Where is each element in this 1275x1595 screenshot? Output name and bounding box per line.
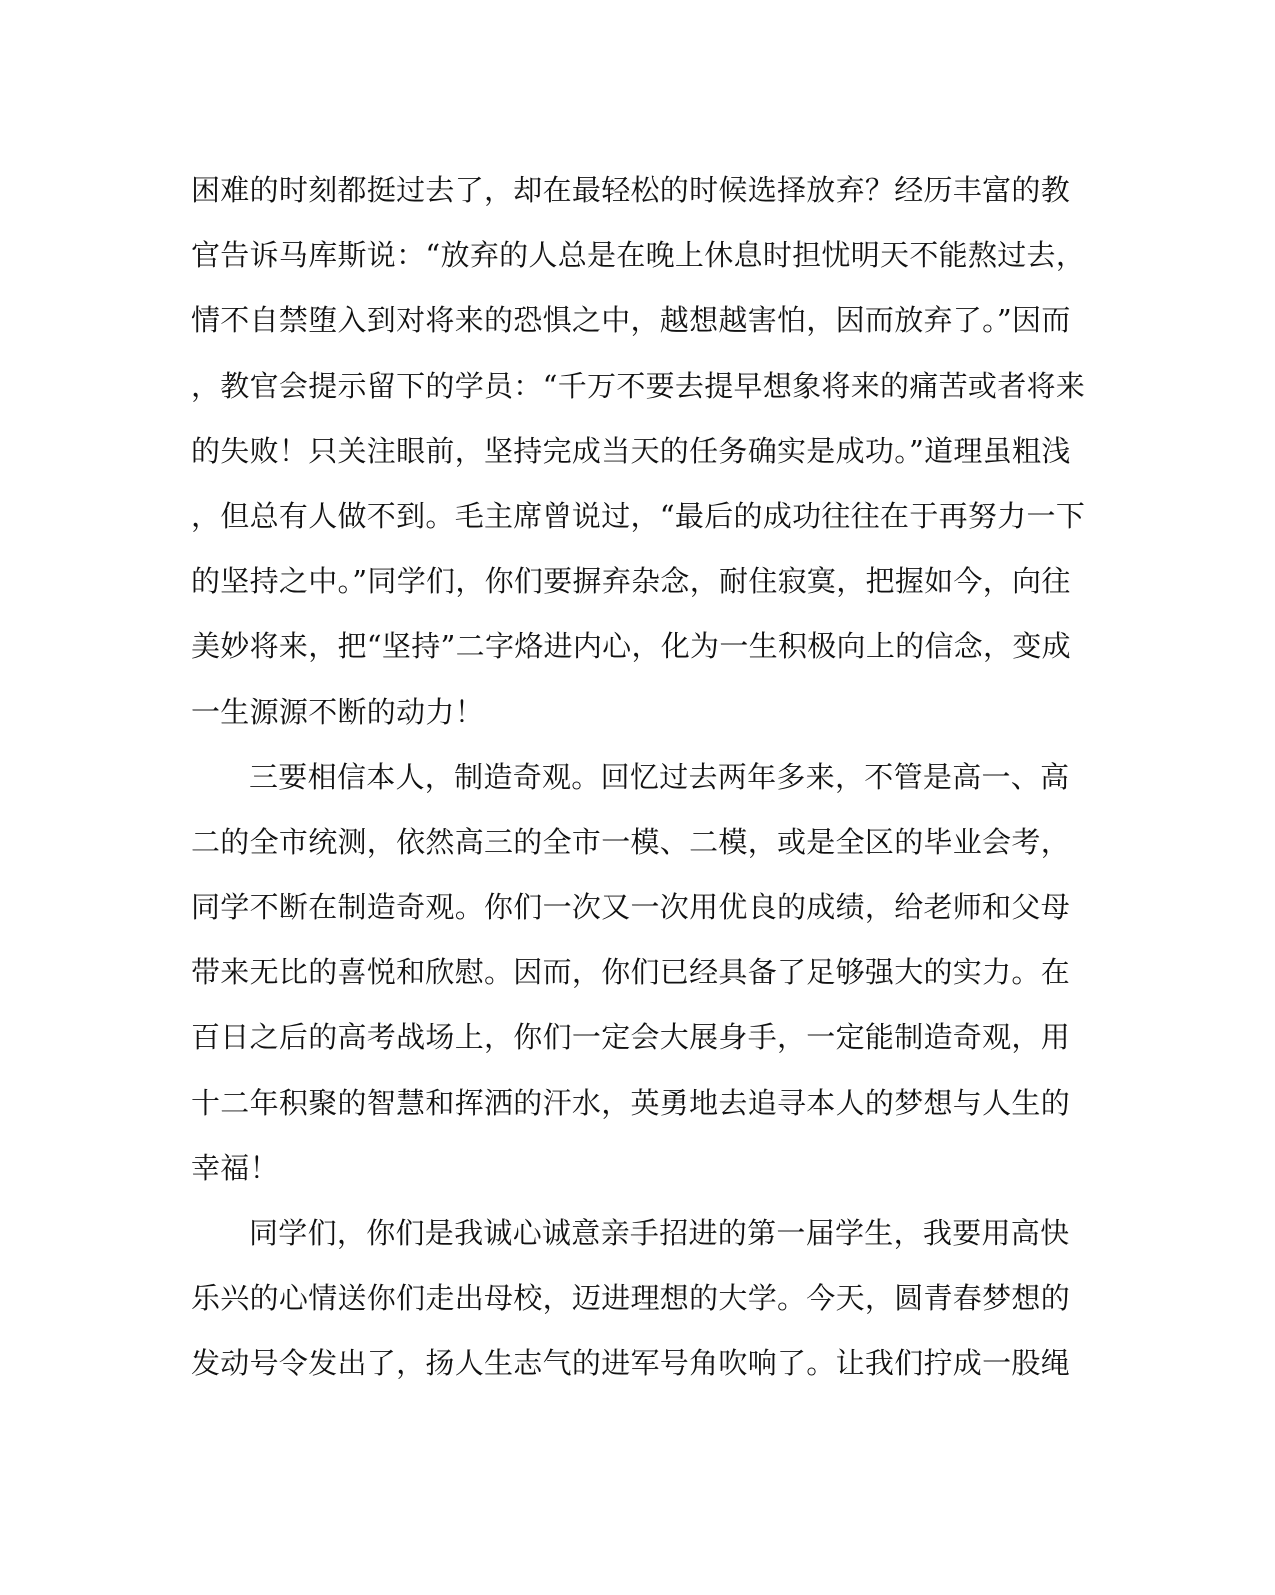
text-line: 乐兴的心情送你们走出母校，迈进理想的大学。今天，圆青春梦想的	[191, 1281, 1071, 1316]
text-line: 幸福！	[191, 1150, 279, 1185]
text-line: 官告诉马库斯说：“放弃的人总是在晚上休息时担忧明天不能熬过去，	[191, 238, 1086, 273]
text-line: 困难的时刻都挺过去了，却在最轻松的时候选择放弃？经历丰富的教	[191, 173, 1071, 207]
text-line: 同学不断在制造奇观。你们一次又一次用优良的成绩，给老师和父母	[191, 890, 1071, 925]
text-line: 二的全市统测，依然高三的全市一模、二模，或是全区的毕业会考，	[191, 824, 1071, 859]
text-line: 一生源源不断的动力！	[191, 694, 485, 729]
text-line: 情不自禁堕入到对将来的恐惧之中，越想越害怕，因而放弃了。”因而	[191, 303, 1071, 338]
text-line: ，教官会提示留下的学员：“千万不要去提早想象将来的痛苦或者将来	[191, 368, 1086, 403]
text-line: ，但总有人做不到。毛主席曾说过，“最后的成功往往在于再努力一下	[191, 498, 1086, 533]
text-line: 百日之后的高考战场上，你们一定会大展身手，一定能制造奇观，用	[191, 1020, 1071, 1055]
paragraph-start-line: 三要相信本人，制造奇观。回忆过去两年多来，不管是高一、高	[249, 759, 1070, 794]
text-line: 美妙将来，把“坚持”二字烙进内心，化为一生积极向上的信念，变成	[191, 629, 1071, 664]
body-text	[191, 158, 1086, 1397]
text-line: 十二年积聚的智慧和挥洒的汗水，英勇地去追寻本人的梦想与人生的	[191, 1085, 1071, 1120]
paragraph-start-line: 同学们，你们是我诚心诚意亲手招进的第一届学生，我要用高快	[249, 1216, 1070, 1250]
text-line: 带来无比的喜悦和欣慰。因而，你们已经具备了足够强大的实力。在	[191, 955, 1071, 990]
text-line: 的失败！只关注眼前，坚持完成当天的任务确实是成功。”道理虽粗浅	[191, 433, 1071, 468]
text-line: 的坚持之中。”同学们，你们要摒弃杂念，耐住寂寞，把握如今，向往	[191, 564, 1071, 599]
text-line: 发动号令发出了，扬人生志气的进军号角吹响了。让我们拧成一股绳	[191, 1346, 1071, 1381]
